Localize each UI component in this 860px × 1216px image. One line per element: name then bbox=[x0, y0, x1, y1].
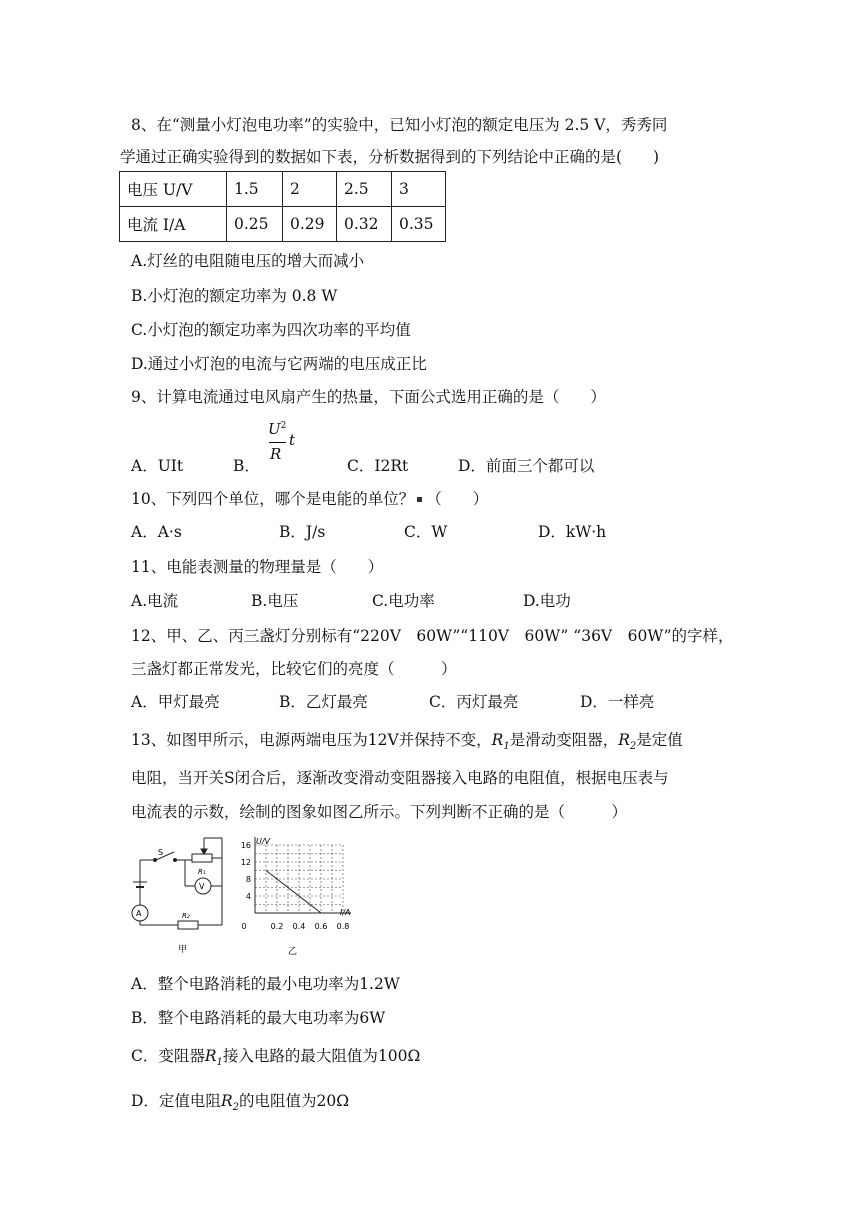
q9-stem: 9、计算电流通过电风扇产生的热量，下面公式选用正确的是（ ） bbox=[131, 388, 606, 406]
r2-symbol: $R_2$ bbox=[220, 1092, 239, 1114]
table-row bbox=[120, 207, 446, 242]
q13-figure bbox=[128, 833, 368, 967]
q13-d-post: 的电阻值为20Ω bbox=[238, 1092, 350, 1110]
q13-option-a: A．整个电路消耗的最小电功率为1.2W bbox=[131, 975, 400, 993]
q10-stem-end: （ ） bbox=[426, 490, 489, 508]
q11-option-c: C.电功率 bbox=[372, 592, 435, 610]
q8-option-a: A.灯丝的电阻随电压的增大而减小 bbox=[131, 252, 365, 270]
q13-figure-svg bbox=[128, 833, 368, 963]
q9-option-c: C．I2Rt bbox=[347, 457, 409, 475]
q8-stem-line2: 学通过正确实验得到的数据如下表，分析数据得到的下列结论中正确的是( ) bbox=[120, 148, 660, 166]
table-header-current: 电流 I/A bbox=[120, 207, 227, 242]
y-tick-label: 16 bbox=[240, 841, 251, 850]
y-tick-label: 4 bbox=[245, 892, 251, 901]
data-line bbox=[266, 871, 321, 914]
q9-option-a: A．UIt bbox=[131, 457, 184, 475]
q13-text-a: 13、如图甲所示，电源两端电压为12V并保持不变， bbox=[131, 731, 492, 749]
table-cell: 0.32 bbox=[337, 207, 392, 242]
y-axis-label: U/V bbox=[256, 837, 271, 846]
q8-stem-line1: 8、在“测量小灯泡电功率”的实验中，已知小灯泡的额定电压为 2.5 V，秀秀同 bbox=[131, 116, 668, 134]
table-cell: 0.25 bbox=[227, 207, 283, 242]
q13-option-b: B．整个电路消耗的最大电功率为6W bbox=[131, 1009, 386, 1027]
switch-label: S bbox=[158, 848, 164, 857]
x-axis-label: I/A bbox=[340, 908, 351, 917]
q13-stem-line1 bbox=[131, 728, 683, 752]
q8-data-table bbox=[119, 171, 446, 242]
caption-right: 乙 bbox=[288, 947, 298, 957]
r2-symbol: $R_2$ bbox=[618, 731, 637, 753]
table-cell: 2.5 bbox=[337, 172, 392, 207]
q10-stem-text: 10、下列四个单位，哪个是电能的单位？ bbox=[131, 490, 415, 508]
x-tick-label: 0.8 bbox=[336, 922, 350, 931]
table-cell: 1.5 bbox=[227, 172, 283, 207]
q10-option-b: B．J/s bbox=[279, 523, 326, 541]
y-tick-label: 12 bbox=[240, 858, 251, 867]
q11-stem: 11、电能表测量的物理量是（ ） bbox=[131, 558, 384, 576]
q13-stem-line3: 电流表的示数，绘制的图象如图乙所示。下列判断不正确的是（ ） bbox=[131, 803, 628, 821]
q12-option-b: B．乙灯最亮 bbox=[279, 693, 368, 711]
x-tick-labels bbox=[241, 922, 349, 931]
formula-denominator: R bbox=[270, 445, 282, 463]
q11-option-d: D.电功 bbox=[523, 592, 571, 610]
table-cell: 2 bbox=[283, 172, 337, 207]
r2-label: R₂ bbox=[182, 912, 190, 920]
q12-stem-line1: 12、甲、乙、丙三盏灯分别标有“220V 60W”“110V 60W” “36V 60W”的字样， bbox=[131, 627, 734, 645]
r1-symbol: $R_1$ bbox=[204, 1047, 223, 1069]
q12-option-c: C．丙灯最亮 bbox=[429, 693, 519, 711]
q10-option-c: C．W bbox=[404, 523, 448, 541]
q8-option-b: B.小灯泡的额定功率为 0.8 W bbox=[131, 287, 338, 305]
table-cell: 0.35 bbox=[392, 207, 446, 242]
q13-stem-line2: 电阻，当开关S闭合后，逐渐改变滑动变阻器接入电路的电阻值，根据电压表与 bbox=[131, 769, 669, 787]
table-header-voltage: 电压 U/V bbox=[120, 172, 227, 207]
graph-grid bbox=[255, 845, 343, 913]
q13-text-c: 是定值 bbox=[636, 731, 683, 749]
fraction-bar bbox=[269, 442, 286, 443]
x-tick-label: 0.4 bbox=[292, 922, 306, 931]
voltmeter-label: V bbox=[199, 882, 205, 891]
q13-d-pre: D．定值电阻 bbox=[131, 1092, 221, 1110]
q8-option-c: C.小灯泡的额定功率为四次功率的平均值 bbox=[131, 321, 411, 339]
q9-option-b: B． bbox=[233, 457, 260, 475]
q12-stem-line2: 三盏灯都正常发光，比较它们的亮度（ ） bbox=[131, 660, 457, 678]
y-tick-label: 8 bbox=[245, 875, 251, 884]
table-row bbox=[120, 172, 446, 207]
table-cell: 0.29 bbox=[283, 207, 337, 242]
q9-formula bbox=[268, 420, 308, 464]
x-tick-label: 0 bbox=[241, 922, 247, 931]
q10-option-a: A．A·s bbox=[131, 523, 182, 541]
r1-symbol: $R_1$ bbox=[491, 731, 510, 753]
formula-time: t bbox=[289, 431, 296, 449]
caption-left: 甲 bbox=[178, 945, 188, 955]
q10-stem bbox=[131, 487, 488, 509]
graph bbox=[241, 837, 351, 957]
x-tick-label: 0.2 bbox=[270, 922, 284, 931]
small-mark-icon bbox=[417, 497, 422, 502]
q13-option-c bbox=[131, 1044, 420, 1068]
q13-c-pre: C．变阻器 bbox=[131, 1047, 205, 1065]
y-tick-labels bbox=[241, 841, 251, 901]
q11-option-a: A.电流 bbox=[131, 592, 179, 610]
q9-option-d: D．前面三个都可以 bbox=[458, 457, 595, 475]
q13-text-b: 是滑动变阻器， bbox=[509, 731, 619, 749]
x-tick-label: 0.6 bbox=[314, 922, 328, 931]
q10-option-d: D．kW·h bbox=[538, 523, 607, 541]
r1-label: R₁ bbox=[198, 868, 206, 876]
q13-option-d bbox=[131, 1089, 349, 1113]
q12-option-d: D．一样亮 bbox=[580, 693, 655, 711]
q8-option-d: D.通过小灯泡的电流与它两端的电压成正比 bbox=[131, 355, 427, 373]
formula-numerator: $U^2$ bbox=[268, 420, 287, 438]
q11-option-b: B.电压 bbox=[251, 592, 299, 610]
ammeter-label: A bbox=[136, 909, 142, 918]
circuit-diagram bbox=[132, 838, 222, 929]
q13-c-post: 接入电路的最大阻值为100Ω bbox=[222, 1047, 421, 1065]
q12-option-a: A．甲灯最亮 bbox=[131, 693, 220, 711]
table-cell: 3 bbox=[392, 172, 446, 207]
